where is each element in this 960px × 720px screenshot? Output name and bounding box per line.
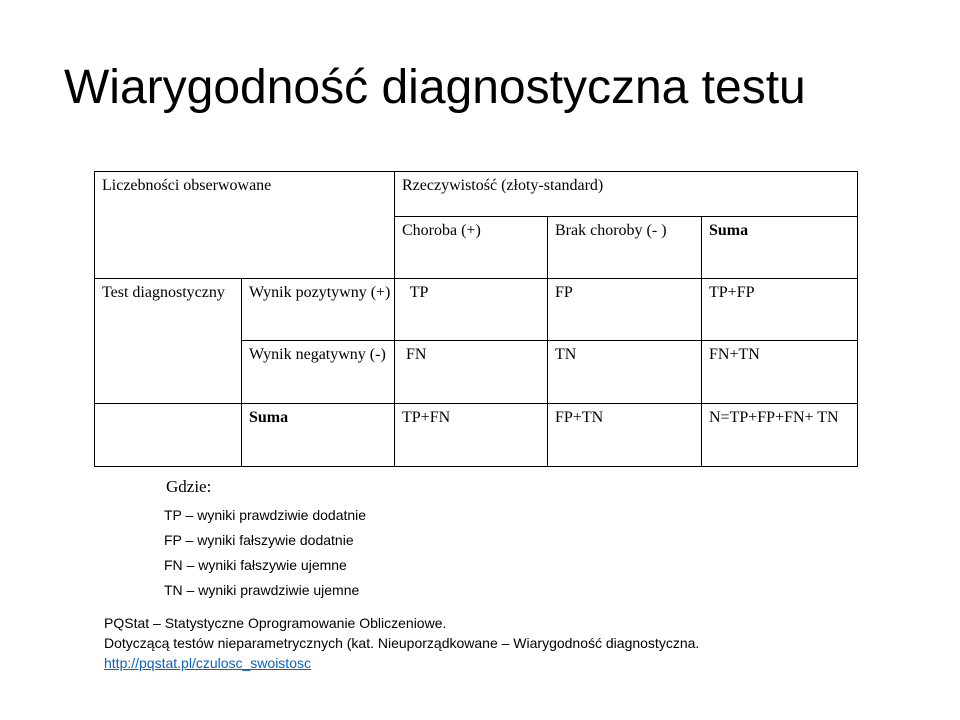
legend-item: FP – wyniki fałszywie dodatnie (164, 532, 354, 548)
cell-tp: TP (395, 279, 548, 341)
col-disease-header: Choroba (+) (395, 217, 548, 279)
reality-header: Rzeczywistość (złoty-standard) (395, 172, 858, 217)
source-link[interactable]: http://pqstat.pl/czulosc_swoistosc (104, 655, 311, 671)
cell-tp-fn: TP+FN (395, 404, 548, 467)
table-row (95, 172, 858, 217)
table-row (95, 404, 858, 467)
cell-total: N=TP+FP+FN+ TN (702, 404, 858, 467)
source-line-2: Dotyczącą testów nieparametrycznych (kat. Nieuporządkowane – Wiarygodność diagnostyczna. (104, 635, 700, 651)
empty-cell (95, 404, 242, 467)
row-positive-header: Wynik pozytywny (+) (242, 279, 395, 341)
table-row (95, 279, 858, 341)
cell-fn-tn: FN+TN (702, 341, 858, 404)
cell-tp-fp: TP+FP (702, 279, 858, 341)
source-block (104, 613, 699, 673)
legend-list (164, 503, 366, 603)
col-sum-header: Suma (702, 217, 858, 279)
col-no-disease-header: Brak choroby (- ) (548, 217, 702, 279)
cell-fn: FN (395, 341, 548, 404)
cell-tn: TN (548, 341, 702, 404)
row-sum-header: Suma (242, 404, 395, 467)
legend-heading: Gdzie: (166, 477, 212, 496)
diagnostic-table (94, 171, 858, 467)
legend-item: TN – wyniki prawdziwie ujemne (164, 582, 360, 598)
row-test-header: Test diagnostyczny (95, 279, 242, 404)
legend-item: FN – wyniki fałszywie ujemne (164, 557, 347, 573)
legend-item: TP – wyniki prawdziwie dodatnie (164, 507, 367, 523)
slide-title: Wiarygodność diagnostyczna testu (64, 61, 806, 114)
source-line-1: PQStat – Statystyczne Oprogramowanie Obliczeniowe. (104, 615, 447, 631)
row-negative-header: Wynik negatywny (-) (242, 341, 395, 404)
cell-fp-tn: FP+TN (548, 404, 702, 467)
observed-counts-header: Liczebności obserwowane (95, 172, 395, 279)
cell-fp: FP (548, 279, 702, 341)
